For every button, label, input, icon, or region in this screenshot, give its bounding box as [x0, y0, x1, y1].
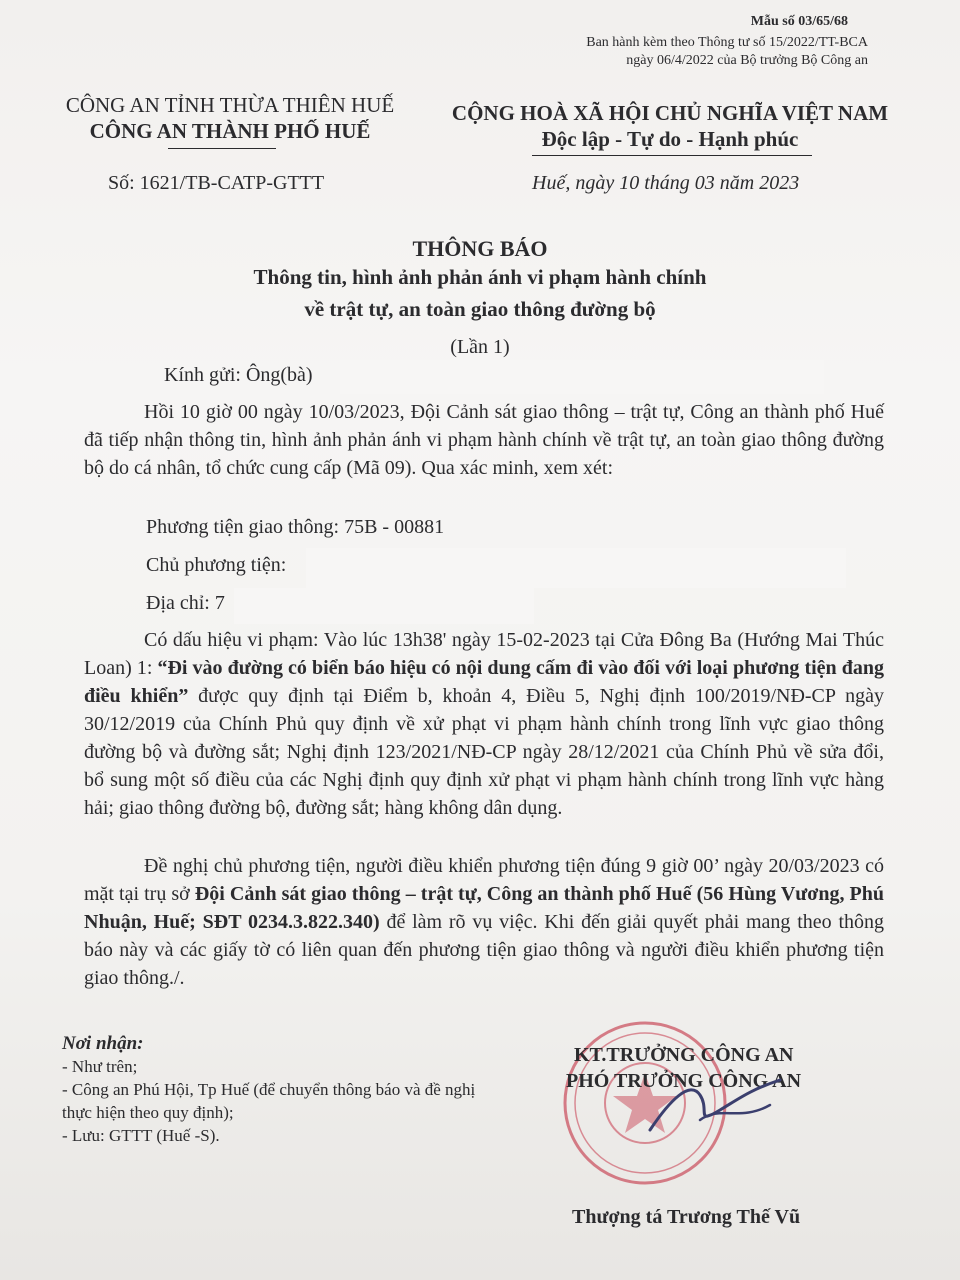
signatory-title-1: KT.TRƯỞNG CÔNG AN [574, 1044, 794, 1066]
document-title: THÔNG BÁO [412, 236, 548, 261]
form-note-line-1: Ban hành kèm theo Thông tư số 15/2022/TT-BCA [586, 35, 868, 50]
document-number: Số: 1621/TB-CATP-GTTT [108, 172, 325, 194]
request-rest: để làm rõ vụ việc. Khi đến giải quyết phải mang theo thông báo này và các giấy tờ có liên quan đến phương tiện giao thông và người điều khiển phương tiện giao thông./. [84, 911, 885, 989]
recipient-item-2: - Công an Phú Hội, Tp Huế (để chuyển thông báo và đề nghị thực hiện theo quy định); [62, 1080, 476, 1122]
subject-line-2: về trật tự, an toàn giao thông đường bộ [304, 297, 656, 321]
recipients-label: Nơi nhận: [62, 1033, 144, 1054]
request-intro: Đề nghị chủ phương tiện, người điều khiển phương tiện đúng 9 giờ 00’ ngày 20/03/2023 có mặt tại trụ sở [84, 855, 884, 905]
form-note [566, 34, 868, 70]
form-note-line-2: ngày 06/4/2022 của Bộ trưởng Bộ Công an [626, 53, 868, 68]
signatory-title-2: PHÓ TRƯỞNG CÔNG AN [566, 1070, 802, 1092]
violation-description: “Đi vào đường có biển báo hiệu có nội dung cấm đi vào đối với loại phương tiện đang điều khiển” [84, 657, 885, 707]
violation-legal-basis: được quy định tại Điểm b, khoản 4, Điều 5, Nghị định 100/2019/NĐ-CP ngày 30/12/2019 của Chính Phủ quy định về xử phạt vi phạm hành chính trong lĩnh vực giao thông đường bộ và đường sắt; Nghị định 123/2021/NĐ-CP ngày 28/12/2021 của Chính Phủ về sửa đổi, bổ sung một số điều của các Nghị định quy định xử phạt vi phạm hành chính trong lĩnh vực hàng hải; giao thông đường bộ, đường sắt; hàng không dân dụng. [84, 685, 884, 819]
violation-paragraph [84, 626, 884, 822]
intro-paragraph [84, 398, 884, 482]
national-motto: Độc lập - Tự do - Hạnh phúc [541, 127, 799, 151]
intro-text: Hồi 10 giờ 00 ngày 10/03/2023, Đội Cảnh sát giao thông – trật tự, Công an thành phố Huế đã tiếp nhận thông tin, hình ảnh phản ánh vi phạm hành chính về trật tự, an toàn giao thông đường bộ do cá nhân, tổ chức cung cấp (Mã 09). Qua xác minh, xem xét: [84, 401, 884, 479]
issuing-agency-block [40, 92, 420, 144]
request-paragraph [84, 852, 884, 992]
request-office: Đội Cảnh sát giao thông – trật tự, Công an thành phố Huế (56 Hùng Vương, Phú Nhuận, Huế; SĐT 0234.3.822.340) [84, 883, 884, 933]
notice-sequence: (Lần 1) [450, 336, 510, 358]
address-label: Địa chỉ: 7 [146, 592, 225, 614]
form-number: Mẫu số 03/65/68 [750, 14, 848, 29]
country-name: CỘNG HOÀ XÃ HỘI CHỦ NGHĨA VIỆT NAM [451, 101, 889, 125]
addressee-label: Kính gửi: Ông(bà) [164, 364, 313, 386]
parent-agency: CÔNG AN TỈNH THỪA THIÊN HUẾ [65, 93, 395, 117]
motto-underline [532, 155, 812, 156]
owner-redaction [306, 548, 846, 588]
handwritten-signature-icon [640, 1060, 800, 1150]
owner-label: Chủ phương tiện: [146, 554, 287, 576]
vehicle-line: Phương tiện giao thông: 75B - 00881 [146, 516, 445, 538]
addressee-redaction [340, 360, 824, 394]
violation-intro: Có dấu hiệu vi phạm: Vào lúc 13h38' ngày 15-02-2023 tại Cửa Đông Ba (Hướng Mai Thúc Loan) 1: [84, 629, 884, 679]
agency-underline [168, 148, 276, 149]
issuing-agency: CÔNG AN THÀNH PHỐ HUẾ [89, 119, 371, 143]
subject-line-1: Thông tin, hình ảnh phản ánh vi phạm hành chính [253, 265, 707, 289]
place-date: Huế, ngày 10 tháng 03 năm 2023 [532, 172, 800, 194]
signatory-name: Thượng tá Trương Thế Vũ [572, 1206, 801, 1228]
recipient-item-3: - Lưu: GTTT (Huế -S). [62, 1126, 220, 1145]
recipient-item-1: - Như trên; [62, 1057, 138, 1076]
address-redaction [234, 588, 534, 624]
national-header-block [430, 100, 910, 152]
recipients-block [62, 1032, 502, 1147]
